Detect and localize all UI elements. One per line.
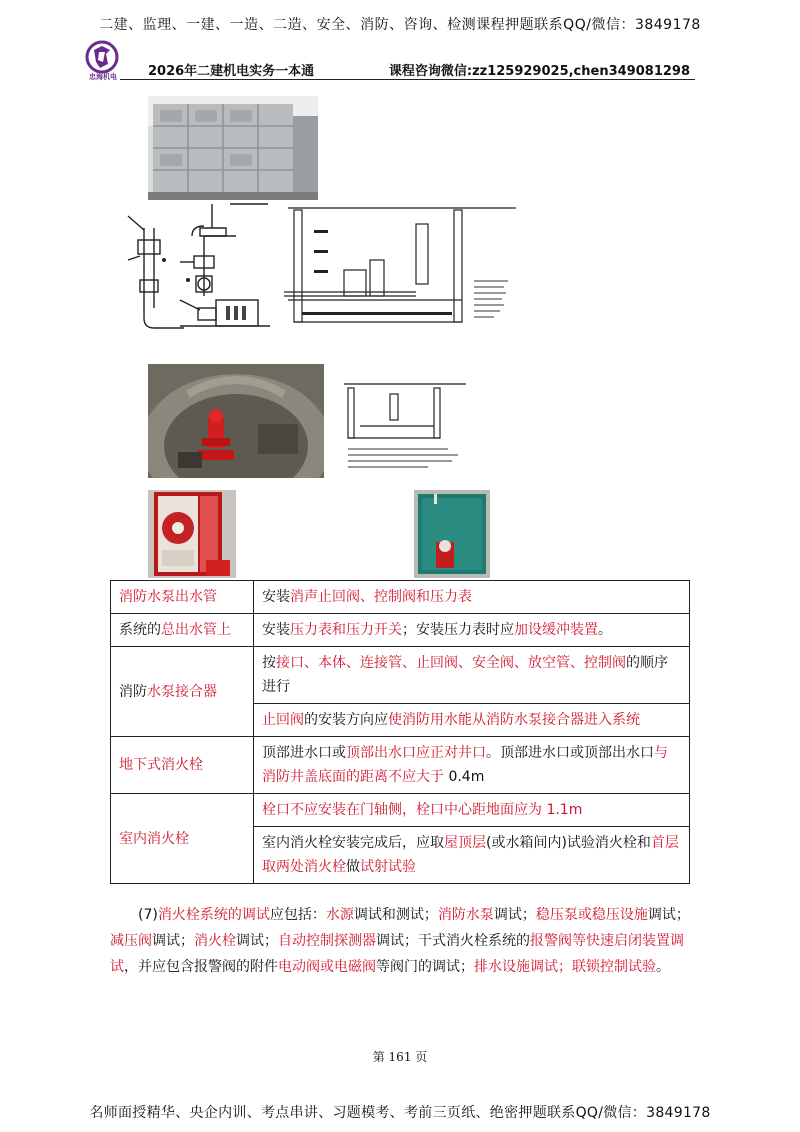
row-label: 地下式消火栓 — [119, 757, 203, 773]
header-divider — [120, 79, 695, 80]
indoor-hydrant-cabinet-photo — [148, 490, 236, 578]
wall-hydrant-box-photo — [414, 490, 490, 578]
pump-outlet-drawing — [120, 200, 280, 348]
highlight-text: 稳压泵或稳压设施 — [535, 907, 648, 923]
paragraph-text: 调试； — [493, 907, 536, 923]
paragraph-text: 调试和测试； — [353, 907, 438, 923]
book-title: 2026年二建机电实务一本通 — [148, 64, 315, 79]
logo-label: 忠海机电 — [89, 73, 117, 81]
installation-requirements-table — [110, 580, 690, 884]
cell-text: 。顶部进水口或顶部出水口 — [486, 745, 654, 761]
paragraph-text: 调试；干式消火栓系统的 — [376, 933, 530, 949]
table-cell — [254, 827, 690, 884]
highlight-text: 取两处消火栓 — [262, 859, 346, 875]
table-cell — [254, 581, 690, 614]
highlight-text: 自动控制探测器 — [278, 933, 376, 949]
highlight-text: 水泵接合器 — [147, 683, 217, 700]
highlight-text: 消防水泵 — [437, 907, 494, 923]
cell-text: 安装 — [262, 622, 290, 638]
row-label: 室内消火栓 — [119, 830, 189, 847]
highlight-text: 试射试验 — [360, 859, 416, 875]
row-label: 消防水泵出水管 — [119, 589, 217, 605]
table-row — [111, 794, 690, 827]
underground-hydrant-photo — [148, 364, 324, 478]
cell-text: 室内消火栓安装完成后，应取 — [262, 835, 444, 851]
table-cell — [111, 794, 254, 884]
table-row — [111, 647, 690, 704]
row-label: 消防 — [119, 683, 147, 700]
cell-text: 按 — [262, 655, 276, 671]
highlight-text: 减压阀 — [110, 933, 152, 949]
highlight-text: 首层 — [650, 835, 679, 851]
table-cell — [254, 614, 690, 647]
highlight-text: 接口、本体、连接管、止回阀、安全阀、放空管、控制阀 — [276, 655, 626, 671]
table-cell — [254, 794, 690, 827]
page-number — [0, 1048, 800, 1065]
table-cell — [111, 737, 254, 794]
cell-text: 0.4m — [444, 769, 485, 785]
table-row — [111, 581, 690, 614]
cell-text: 的安装方向应 — [304, 712, 388, 728]
commissioning-paragraph — [110, 902, 690, 980]
bottom-banner: 名师面授精华、央企内训、考点串讲、习题模考、考前三页纸、绝密押题联系QQ/微信：3849178 — [89, 1105, 711, 1121]
highlight-text: 消火栓系统的调试 — [157, 907, 270, 923]
paragraph-text: 。 — [656, 959, 670, 975]
pump-room-section-drawing — [284, 200, 520, 332]
highlight-text: 排水设施调试；联锁控制试验 — [474, 959, 656, 975]
highlight-text: 加设缓冲装置 — [514, 622, 598, 638]
page-prefix: 第 — [372, 1050, 385, 1064]
table-cell — [111, 581, 254, 614]
highlight-text: 栓口不应安装在门轴侧，栓口中心距地面应为 1.1m — [262, 802, 583, 818]
paragraph-text: 应包括： — [269, 907, 326, 923]
table-cell — [254, 737, 690, 794]
table-cell — [111, 614, 254, 647]
highlight-text: 止回阀 — [262, 712, 304, 728]
top-banner: 二建、监理、一建、一造、二造、安全、消防、咨询、检测课程押题联系QQ/微信：3849178 — [99, 17, 701, 33]
highlight-text: 报警阀等快速启闭装置调试 — [110, 933, 684, 975]
cell-text: 做 — [346, 859, 360, 875]
row-label: 系统的 — [119, 622, 161, 638]
paragraph-text: ，并应包含报警阀的附件 — [124, 959, 278, 975]
paragraph-text: 等阀门的调试； — [376, 959, 474, 975]
highlight-text: 总出水管上 — [161, 622, 231, 638]
cell-text: 的顺序进行 — [262, 655, 668, 695]
cell-text: 安装 — [262, 589, 290, 605]
highlight-text: 与消防井盖底面的距离不应大于 — [262, 745, 668, 785]
table-row — [111, 614, 690, 647]
paragraph-text: 调试； — [152, 933, 194, 949]
cell-text: 。 — [598, 622, 612, 638]
cell-text: ；安装压力表时应 — [402, 622, 514, 638]
paragraph-text: 调试； — [647, 907, 690, 923]
highlight-text: 水源 — [325, 907, 354, 923]
highlight-text: 使消防用水能从消防水泵接合器进入系统 — [388, 712, 640, 728]
highlight-text: 压力表和压力开关 — [290, 622, 402, 638]
page-number-value: 161 — [388, 1050, 412, 1064]
table-row — [111, 737, 690, 794]
highlight-text: 电动阀或电磁阀 — [278, 959, 376, 975]
page-suffix: 页 — [415, 1050, 428, 1064]
highlight-text: 消声止回阀、控制阀和压力表 — [290, 589, 472, 605]
contact-info: 课程咨询微信:zz125929025,chen349081298 — [388, 64, 690, 79]
table-cell — [254, 647, 690, 704]
table-cell — [254, 704, 690, 737]
hydrant-well-section-drawing — [340, 378, 470, 478]
water-tank-photo — [148, 96, 318, 200]
paragraph-text: 调试； — [236, 933, 278, 949]
cell-text: (或水箱间内)试验消火栓和 — [486, 835, 651, 851]
highlight-text: 屋顶层 — [444, 835, 486, 851]
highlight-text: 消火栓 — [194, 933, 236, 949]
highlight-text: 顶部出水口应正对井口 — [346, 745, 486, 761]
table-cell — [111, 647, 254, 737]
cell-text: 顶部进水口或 — [262, 745, 346, 761]
paragraph-text: (7) — [138, 907, 158, 923]
